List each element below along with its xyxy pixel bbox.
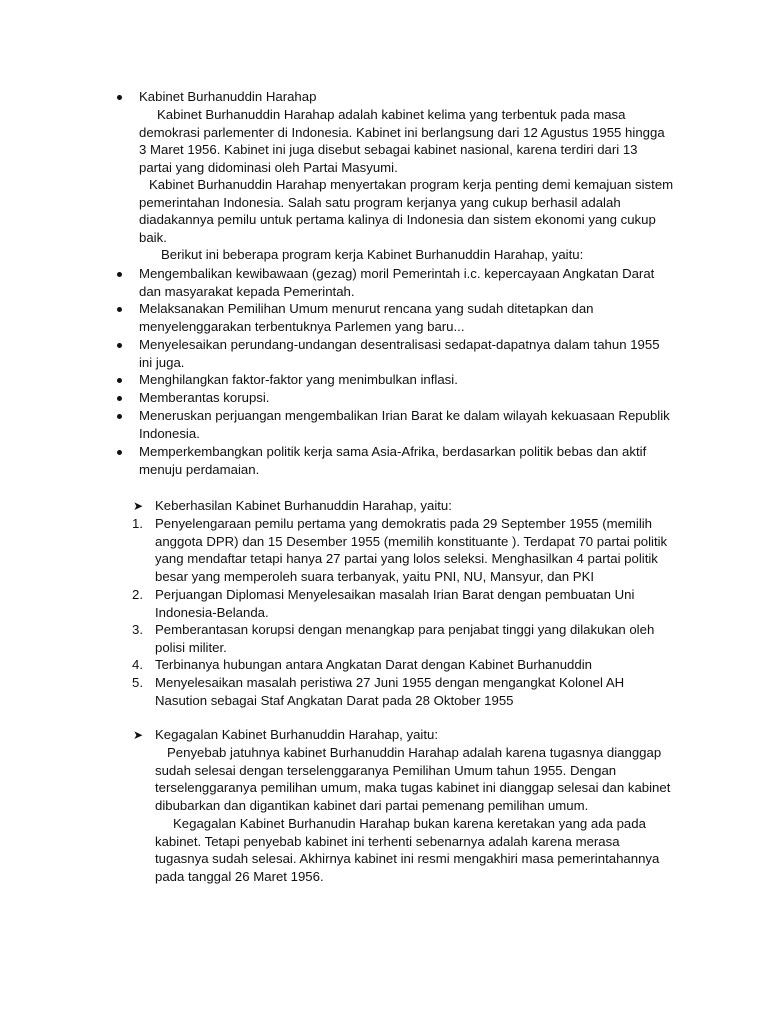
list-item: Memberantas korupsi. — [0, 389, 768, 407]
bullet-icon — [117, 95, 122, 100]
failure-heading-row — [0, 726, 768, 744]
arrow-bullet-icon: ➤ — [133, 499, 144, 513]
intro-paragraph-3: Berikut ini beberapa program kerja Kabinet Burhanuddin Harahap, yaitu: — [161, 247, 584, 262]
bullet-icon — [117, 378, 122, 383]
list-item: 4. Terbinanya hubungan antara Angkatan Darat dengan Kabinet Burhanuddin — [132, 657, 592, 672]
bullet-icon — [117, 414, 122, 419]
list-item: 1. Penyelengaraan pemilu pertama yang demokratis pada 29 September 1955 (memilih anggota DPR) dan 15 Desember 1955 (memilih konstituante ). Terdapat 70 partai politik yang mendaftar tetapi hanya 27 partai yang lolos seleksi. Menghasilkan 4 partai politik besar yang memperoleh suara terbanyak, yaitu PNI, NU, Mansyur, dan PKI — [132, 516, 668, 584]
failure-paragraph-1: Penyebab jatuhnya kabinet Burhanuddin Harahap adalah karena tugasnya dianggap sudah selesai dengan terselenggaranya Pemilihan Umum tahun 1955. Dengan terselenggaranya pemilihan umum, maka tugas kabinet ini dianggap selesai dan kabinet dibubarkan dan digantikan kabinet dari partai pemenang pemilihan umum. — [155, 745, 671, 813]
bullet-icon — [117, 396, 122, 401]
bullet-icon — [117, 307, 122, 312]
list-item: Melaksanakan Pemilihan Umum menurut rencana yang sudah ditetapkan dan menyelenggarakan terbentuknya Parlemen yang baru... — [0, 300, 768, 335]
failure-paragraph-2: Kegagalan Kabinet Burhanudin Harahap bukan karena keretakan yang ada pada kabinet. Tetapi penyebab kabinet ini terhenti sebenarnya adalah karena merasa tugasnya sudah selesai. Akhirnya kabinet ini resmi mengakhiri masa pemerintahannya pada tanggal 26 Maret 1956. — [155, 816, 660, 884]
list-item: 3. Pemberantasan korupsi dengan menangkap para penjabat tinggi yang dilakukan oleh polisi militer. — [132, 622, 655, 655]
list-item: Menyelesaikan perundang-undangan desentralisasi sedapat-dapatnya dalam tahun 1955 ini juga. — [0, 336, 768, 371]
bullet-icon — [117, 343, 122, 348]
success-heading-row — [0, 497, 768, 515]
list-item: Menghilangkan faktor-faktor yang menimbulkan inflasi. — [0, 371, 768, 389]
bullet-icon — [117, 272, 122, 277]
list-item: 5. Menyelesaikan masalah peristiwa 27 Juni 1955 dengan mengangkat Kolonel AH Nasution sebagai Staf Angkatan Darat pada 28 Oktober 1955 — [132, 675, 625, 708]
intro-paragraph-1: Kabinet Burhanuddin Harahap adalah kabinet kelima yang terbentuk pada masa demokrasi parlementer di Indonesia. Kabinet ini berlangsung dari 12 Agustus 1955 hingga 3 Maret 1956. Kabinet ini juga disebut sebagai kabinet nasional, karena terdiri dari 13 partai yang didominasi oleh Partai Masyumi. — [139, 107, 665, 175]
title-row — [0, 88, 768, 106]
document-title: Kabinet Burhanuddin Harahap — [139, 89, 317, 104]
success-heading: Keberhasilan Kabinet Burhanuddin Harahap, yaitu: — [155, 498, 452, 513]
list-item: 2. Perjuangan Diplomasi Menyelesaikan masalah Irian Barat dengan pembuatan Uni Indonesia-Belanda. — [132, 587, 635, 620]
list-item: Memperkembangkan politik kerja sama Asia-Afrika, berdasarkan politik bebas dan aktif menuju perdamaian. — [0, 443, 768, 478]
intro-paragraph-2: Kabinet Burhanuddin Harahap menyertakan program kerja penting demi kemajuan sistem pemerintahan Indonesia. Salah satu program kerjanya yang cukup berhasil adalah diadakannya pemilu untuk pertama kalinya di Indonesia dan sistem ekonomi yang cukup baik. — [139, 177, 674, 245]
arrow-bullet-icon: ➤ — [133, 728, 144, 742]
failure-heading: Kegagalan Kabinet Burhanuddin Harahap, yaitu: — [155, 727, 439, 742]
list-item: Meneruskan perjuangan mengembalikan Irian Barat ke dalam wilayah kekuasaan Republik Indonesia. — [0, 407, 768, 442]
list-item: Mengembalikan kewibawaan (gezag) moril Pemerintah i.c. kepercayaan Angkatan Darat dan masyarakat kepada Pemerintah. — [0, 265, 768, 300]
bullet-icon — [117, 450, 122, 455]
